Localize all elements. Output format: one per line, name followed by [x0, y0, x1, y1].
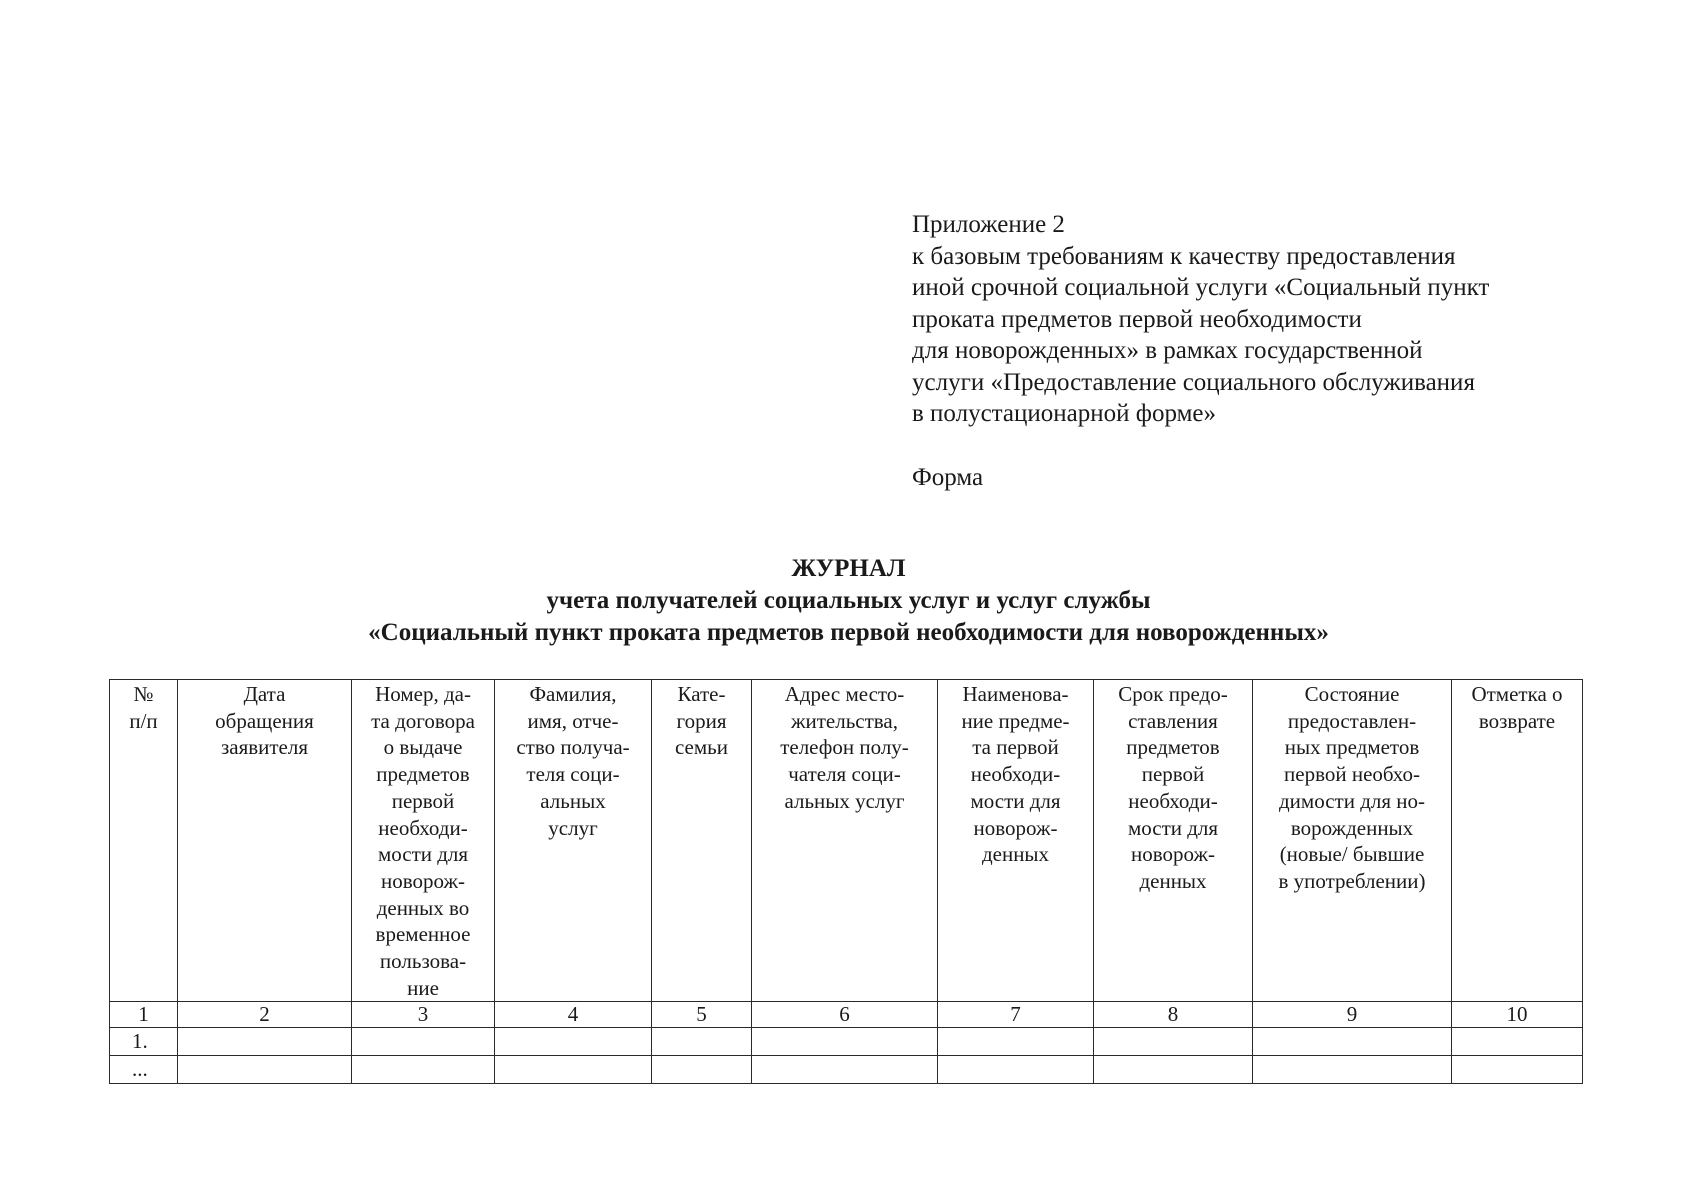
- column-number: 4: [495, 1002, 652, 1028]
- appendix-line: для новорожденных» в рамках государственной: [912, 337, 1423, 364]
- table-cell: [178, 1028, 352, 1056]
- table-cell: [652, 1028, 752, 1056]
- table-cell: [495, 1056, 652, 1084]
- column-header: Фамилия, имя, отче- ство получа- теля соци- альных услуг: [495, 680, 652, 1002]
- column-number: 6: [752, 1002, 938, 1028]
- journal-subtitle: «Социальный пункт проката предметов первой необходимости для новорожденных»: [368, 619, 1329, 646]
- column-number: 5: [652, 1002, 752, 1028]
- journal-title: ЖУРНАЛ: [791, 555, 906, 582]
- table-cell: [938, 1056, 1094, 1084]
- table-cell: [178, 1056, 352, 1084]
- column-number: 9: [1253, 1002, 1452, 1028]
- column-number: 3: [352, 1002, 495, 1028]
- column-header: Дата обращения заявителя: [178, 680, 352, 1002]
- table-cell: [352, 1028, 495, 1056]
- table-row: [110, 1028, 1583, 1056]
- column-header: № п/п: [110, 680, 178, 1002]
- appendix-block: [912, 209, 1632, 493]
- table-cell: [1094, 1056, 1253, 1084]
- table-cell: [352, 1056, 495, 1084]
- form-label: Форма: [912, 463, 984, 491]
- appendix-line: услуги «Предоставление социального обслуживания: [912, 368, 1475, 396]
- header-row: [110, 680, 1583, 1002]
- column-header: Отметка о возврате: [1452, 680, 1583, 1002]
- table-cell: ...: [110, 1056, 178, 1084]
- table-cell: [495, 1028, 652, 1056]
- table-cell: [1452, 1028, 1583, 1056]
- appendix-line: проката предметов первой необходимости: [912, 305, 1362, 333]
- column-number: 1: [110, 1002, 178, 1028]
- table-cell: [752, 1028, 938, 1056]
- table-cell: [1094, 1028, 1253, 1056]
- column-header: Срок предо- ставления предметов первой необходи- мости для новорож- денных: [1094, 680, 1253, 1002]
- column-header: Состояние предоставлен- ных предметов первой необхо- димости для но- ворожденных (новые/ бывшие в употреблении): [1253, 680, 1452, 1002]
- table-cell: [652, 1056, 752, 1084]
- table-cell: [1253, 1056, 1452, 1084]
- column-number: 2: [178, 1002, 352, 1028]
- column-header: Номер, да- та договора о выдаче предметов первой необходи- мости для новорож- денных во временное пользова- ние: [352, 680, 495, 1002]
- table-cell: [938, 1028, 1094, 1056]
- journal-table: [109, 679, 1583, 1084]
- column-number: 8: [1094, 1002, 1253, 1028]
- table-cell: [752, 1056, 938, 1084]
- appendix-line: в полустационарной форме»: [912, 400, 1216, 427]
- column-header: Адрес место- жительства, телефон полу- чателя соци- альных услуг: [752, 680, 938, 1002]
- appendix-line: иной срочной социальной услуги «Социальный пункт: [912, 274, 1490, 301]
- column-header: Кате- гория семьи: [652, 680, 752, 1002]
- column-number: 10: [1452, 1002, 1583, 1028]
- table-cell: [1452, 1056, 1583, 1084]
- column-number: 7: [938, 1002, 1094, 1028]
- column-header: Наименова- ние предме- та первой необходи- мости для новорож- денных: [938, 680, 1094, 1002]
- journal-subtitle: учета получателей социальных услуг и услуг службы: [546, 587, 1151, 614]
- table-cell: 1.: [110, 1028, 178, 1056]
- appendix-line: к базовым требованиям к качеству предоставления: [912, 242, 1456, 270]
- column-number-row: [110, 1002, 1583, 1028]
- table-row: [110, 1056, 1583, 1084]
- appendix-line: Приложение 2: [912, 211, 1065, 238]
- table-cell: [1253, 1028, 1452, 1056]
- journal-heading: [0, 553, 1697, 649]
